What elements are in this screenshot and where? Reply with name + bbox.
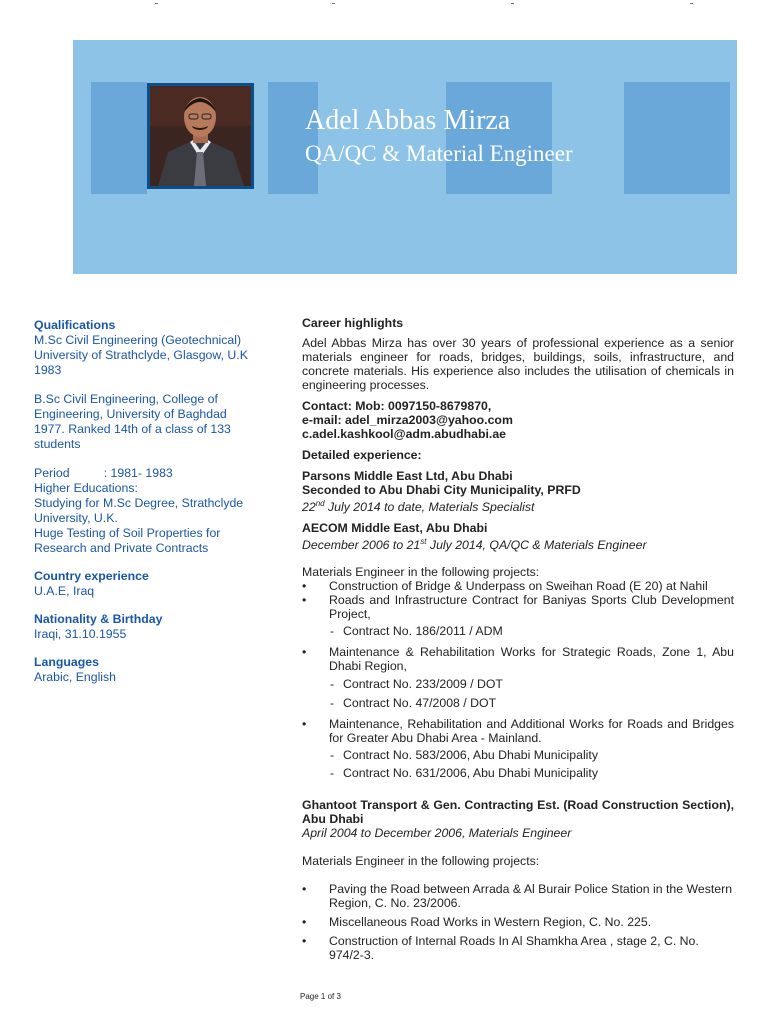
higher-education-line: Huge Testing of Soil Properties for (34, 526, 221, 540)
career-summary: Adel Abbas Mirza has over 30 years of professional experience as a senior materials engineer for roads, bridges, buildings, soils, infrastructure, and concrete materials. His experience also includes the utilisation of chemicals in engineering processes. (302, 336, 734, 392)
contact-mobile: Contact: Mob: 0097150-8679870, (302, 399, 492, 413)
nationality-heading: Nationality & Birthday (34, 612, 163, 626)
project-item: • Construction of Internal Roads In Al Shamkha Area , stage 2, C. No. 974/2-3. (302, 934, 714, 962)
employer-name: AECOM Middle East, Abu Dhabi (302, 521, 488, 536)
contract-list (302, 748, 734, 780)
scan-mark (155, 3, 158, 4)
person-name: Adel Abbas Mirza (305, 105, 511, 136)
contract-item: - Contract No. 47/2008 / DOT (302, 696, 734, 710)
contract-item: - Contract No. 233/2009 / DOT (302, 677, 734, 691)
qualification-line: 1983 (34, 363, 62, 377)
banner-square (91, 82, 147, 194)
qualification-line: students (34, 437, 81, 451)
contact-email: e-mail: adel_mirza2003@yahoo.com (302, 413, 513, 427)
banner-square (624, 82, 730, 194)
employment-date: December 2006 to 21st July 2014, QA/QC & Materials Engineer (302, 537, 647, 553)
profile-photo (147, 83, 254, 189)
banner-square (268, 82, 318, 194)
languages-heading: Languages (34, 655, 99, 669)
qualification-line: 1977. Ranked 14th of a class of 133 (34, 422, 231, 436)
contract-list (302, 624, 734, 638)
employment-date: April 2004 to December 2006, Materials Engineer (302, 826, 572, 841)
scan-mark (511, 3, 514, 4)
qualification-line: University of Strathclyde, Glasgow, U.K (34, 348, 248, 362)
project-item: • Maintenance & Rehabilitation Works for Strategic Roads, Zone 1, Abu Dhabi Region, (302, 645, 734, 673)
aecom-project-list (302, 645, 734, 673)
qualification-line: Engineering, University of Baghdad (34, 407, 227, 421)
banner-square (446, 82, 552, 194)
contract-item: - Contract No. 186/2011 / ADM (302, 624, 734, 638)
contract-item: - Contract No. 631/2006, Abu Dhabi Municipality (302, 766, 734, 780)
higher-education-line: Research and Private Contracts (34, 541, 209, 555)
qualification-line: M.Sc Civil Engineering (Geotechnical) (34, 333, 242, 347)
scan-mark (690, 3, 693, 4)
detailed-experience-heading: Detailed experience: (302, 448, 422, 462)
employment-date: 22nd July 2014 to date, Materials Specialist (302, 499, 535, 515)
ghantoot-project-list (302, 882, 734, 962)
higher-education-line: University, U.K. (34, 511, 118, 525)
employer-name: Parsons Middle East Ltd, Abu Dhabi (302, 469, 513, 483)
nationality-value: Iraqi, 31.10.1955 (34, 627, 127, 641)
main-column (302, 316, 734, 962)
projects-intro: Materials Engineer in the following projects: (302, 565, 540, 580)
project-item: • Roads and Infrastructure Contract for Baniyas Sports Club Development Project, (302, 593, 734, 621)
contract-item: - Contract No. 583/2006, Abu Dhabi Municipality (302, 748, 734, 762)
higher-education-line: Higher Educations: (34, 481, 138, 495)
aecom-project-list (302, 717, 734, 745)
employer-secondment: Seconded to Abu Dhabi City Municipality, PRFD (302, 483, 581, 497)
portrait-image (150, 86, 251, 186)
employer-name: Ghantoot Transport & Gen. Contracting Est. (Road Construction Section), Abu Dhabi (302, 798, 734, 827)
contract-list (302, 677, 734, 710)
higher-education-line: Studying for M.Sc Degree, Strathclyde (34, 496, 244, 510)
contact-email-2: c.adel.kashkool@adm.abudhabi.ae (302, 427, 507, 441)
aecom-project-list (302, 579, 734, 621)
country-value: U.A.E, Iraq (34, 584, 95, 598)
page-number: Page 1 of 3 (300, 992, 341, 1001)
project-item: • Paving the Road between Arrada & Al Burair Police Station in the Western Region, C. No. 23/2006. (302, 882, 734, 910)
project-item: • Construction of Bridge & Underpass on Sweihan Road (E 20) at Nahil (302, 579, 734, 593)
career-heading: Career highlights (302, 316, 404, 330)
project-item: • Miscellaneous Road Works in Western Region, C. No. 225. (302, 915, 734, 929)
projects-intro: Materials Engineer in the following projects: (302, 854, 540, 869)
period-line: Period : 1981- 1983 (34, 466, 173, 480)
sidebar-column (34, 318, 274, 685)
languages-value: Arabic, English (34, 670, 117, 684)
country-heading: Country experience (34, 569, 149, 583)
qualification-line: B.Sc Civil Engineering, College of (34, 392, 218, 406)
scan-mark (332, 3, 335, 4)
job-title: QA/QC & Material Engineer (305, 141, 573, 166)
qualifications-heading: Qualifications (34, 318, 116, 332)
project-item: • Maintenance, Rehabilitation and Additional Works for Roads and Bridges for Greater Abu Dhabi Area - Mainland. (302, 717, 734, 745)
